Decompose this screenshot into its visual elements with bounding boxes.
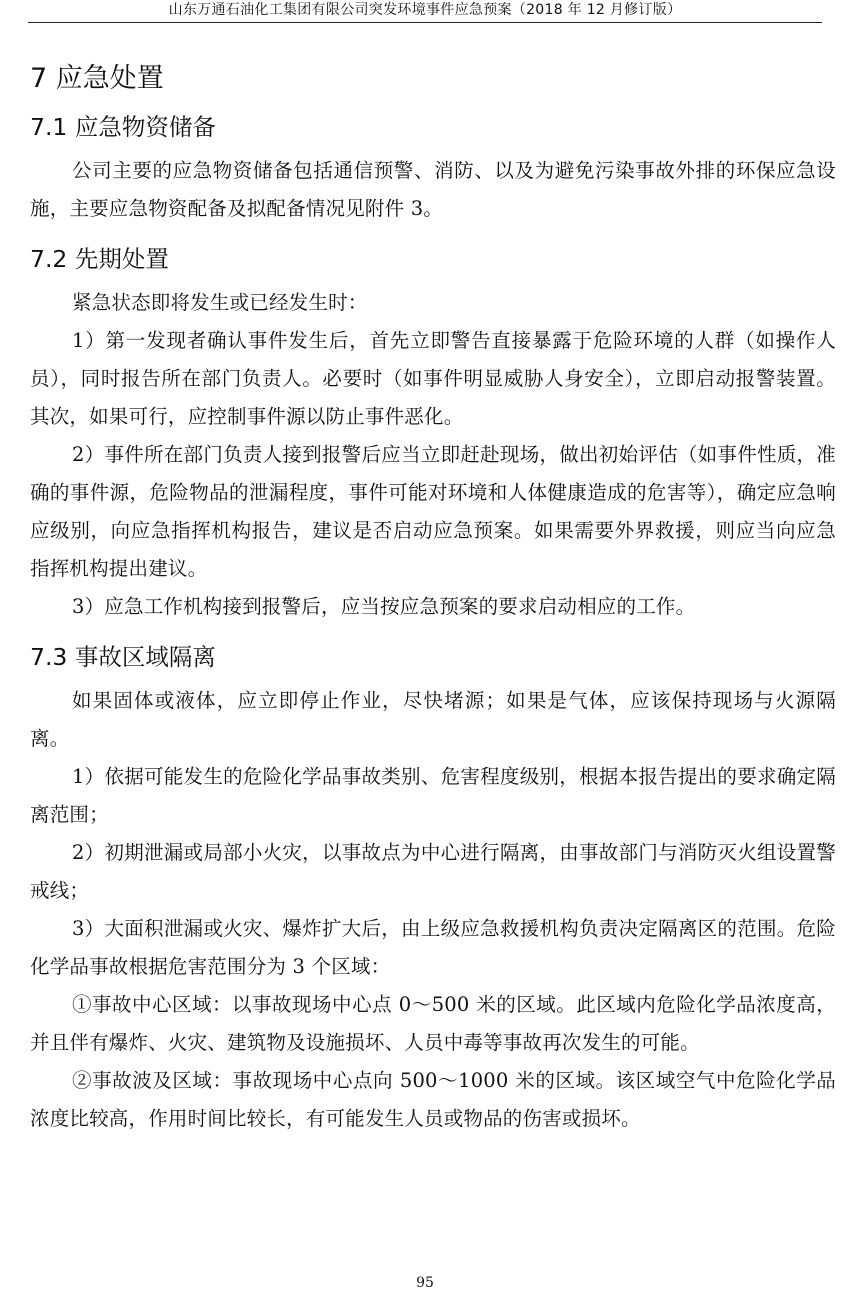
- section-title: 7.3 事故区域隔离: [30, 643, 216, 671]
- paragraph: 2）事件所在部门负责人接到报警后应当立即赶赴现场，做出初始评估（如事件性质，准确的事件源，危险物品的泄漏程度，事件可能对环境和人体健康造成的危害等），确定应急响应级别，向应急指挥机构报告，建议是否启动应急预案。如果需要外界救援，则应当向应急指挥机构提出建议。: [30, 443, 836, 580]
- document-body: [30, 52, 836, 1138]
- paragraph: 3）大面积泄漏或火灾、爆炸扩大后，由上级应急救援机构负责决定隔离区的范围。危险化学品事故根据危害范围分为 3 个区域：: [30, 917, 836, 978]
- paragraph: ①事故中心区域：以事故现场中心点 0～500 米的区域。此区域内危险化学品浓度高，并且伴有爆炸、火灾、建筑物及设施损坏、人员中毒等事故再次发生的可能。: [30, 993, 836, 1054]
- section-title: 7.1 应急物资储备: [30, 113, 216, 141]
- paragraph: 1）第一发现者确认事件发生后，首先立即警告直接暴露于危险环境的人群（如操作人员），同时报告所在部门负责人。必要时（如事件明显威胁人身安全），立即启动报警装置。其次，如果可行，应控制事件源以防止事件恶化。: [30, 329, 836, 428]
- paragraph: 公司主要的应急物资储备包括通信预警、消防、以及为避免污染事故外排的环保应急设施，主要应急物资配备及拟配备情况见附件 3。: [30, 159, 836, 220]
- paragraph: 2）初期泄漏或局部小火灾，以事故点为中心进行隔离，由事故部门与消防灭火组设置警戒线；: [30, 841, 836, 902]
- paragraph: 如果固体或液体，应立即停止作业，尽快堵源；如果是气体，应该保持现场与火源隔离。: [30, 689, 836, 750]
- paragraph: 3）应急工作机构接到报警后，应当按应急预案的要求启动相应的工作。: [72, 595, 696, 618]
- section-7-3: [30, 640, 836, 1138]
- section-7-1: [30, 110, 836, 228]
- paragraph: 1）依据可能发生的危险化学品事故类别、危害程度级别，根据本报告提出的要求确定隔离范围；: [30, 765, 836, 826]
- section-7-2: [30, 242, 836, 626]
- paragraph: ②事故波及区域：事故现场中心点向 500～1000 米的区域。该区域空气中危险化学品浓度比较高，作用时间比较长，有可能发生人员或物品的伤害或损坏。: [30, 1069, 836, 1130]
- paragraph: 紧急状态即将发生或已经发生时：: [72, 291, 368, 314]
- page-number: 95: [416, 1275, 434, 1291]
- section-title: 7.2 先期处置: [30, 245, 169, 273]
- page-header: 山东万通石油化工集团有限公司突发环境事件应急预案（2018 年 12 月修订版）: [28, 0, 822, 23]
- chapter-title: 7 应急处置: [30, 63, 164, 94]
